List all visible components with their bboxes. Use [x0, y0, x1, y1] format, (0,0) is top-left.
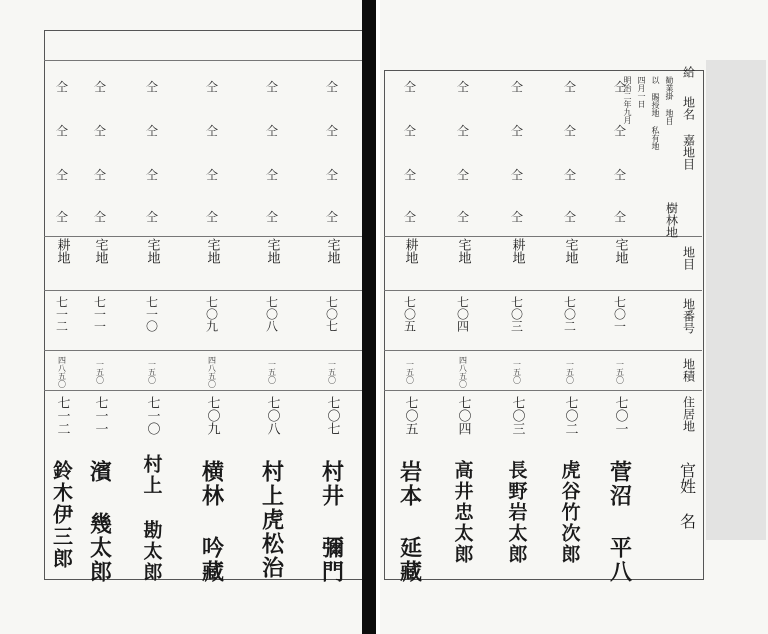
ditto-mark: 仝 [145, 124, 158, 138]
land-area: 四八五〇 [207, 356, 217, 388]
ditto-mark: 仝 [93, 80, 106, 94]
ditto-mark: 仝 [325, 168, 338, 182]
ditto-mark: 仝 [55, 168, 68, 182]
residence-number: 七〇八 [264, 396, 280, 435]
owner-name: 鈴木伊三郎 [49, 460, 74, 570]
ditto-mark: 仝 [563, 80, 576, 94]
owner-name: 村上虎松治 [258, 460, 285, 580]
ditto-mark: 仝 [613, 168, 626, 182]
ditto-mark: 仝 [563, 124, 576, 138]
header-area: 地積 [681, 358, 696, 382]
ditto-mark: 仝 [613, 210, 626, 224]
land-type: 宅地 [612, 238, 628, 264]
land-type: 耕地 [54, 238, 70, 264]
lot-number: 七〇四 [455, 296, 470, 332]
ditto-mark: 仝 [403, 168, 416, 182]
register-column [246, 60, 298, 580]
residence-number: 七一一 [92, 396, 108, 435]
land-area: 四八五〇 [57, 356, 67, 388]
ditto-mark: 仝 [205, 210, 218, 224]
lot-number: 七〇二 [562, 296, 577, 332]
residence-number: 七一二 [54, 396, 70, 435]
lot-number: 七〇一 [612, 296, 627, 332]
scan-shadow [706, 60, 766, 540]
ditto-mark: 仝 [456, 168, 469, 182]
ditto-mark: 仝 [145, 210, 158, 224]
ditto-mark: 仝 [205, 80, 218, 94]
header-top-label: 給 [681, 66, 696, 78]
ditto-mark: 仝 [265, 168, 278, 182]
register-column [78, 60, 122, 584]
owner-name: 濱 幾太郎 [86, 460, 113, 584]
land-type: 宅地 [324, 238, 340, 264]
land-type: 宅地 [264, 238, 280, 264]
land-type: 宅地 [92, 238, 108, 264]
ditto-mark: 仝 [205, 168, 218, 182]
header-date: 明治二年九月 [623, 76, 632, 124]
header-field-label: 地名 [681, 96, 696, 120]
land-area: 一五〇 [267, 360, 277, 384]
owner-name: 横林 吟藏 [198, 460, 225, 584]
lot-number: 七一一 [92, 296, 107, 332]
ditto-mark: 仝 [265, 124, 278, 138]
lot-number: 七一〇 [144, 296, 159, 332]
ditto-mark: 仝 [265, 210, 278, 224]
register-column [546, 60, 594, 580]
ditto-mark: 仝 [613, 124, 626, 138]
lot-number: 七〇八 [264, 296, 279, 332]
register-column [306, 60, 358, 584]
land-area: 一五〇 [512, 360, 522, 384]
residence-number: 七〇五 [402, 396, 418, 435]
residence-number: 七〇二 [562, 396, 578, 435]
land-area: 一五〇 [95, 360, 105, 384]
land-area: 一五〇 [565, 360, 575, 384]
header-category: 以 賜授地 私有地 [651, 76, 660, 150]
header-name: 官姓 名 [677, 462, 697, 529]
register-column [598, 60, 642, 584]
land-type: 宅地 [455, 238, 471, 264]
lot-number: 七〇七 [324, 296, 339, 332]
header-date-sub: 四月一日 [637, 76, 646, 108]
ditto-mark: 仝 [563, 210, 576, 224]
header-residence: 住居地 [681, 396, 696, 432]
land-type: 宅地 [144, 238, 160, 264]
ditto-mark: 仝 [403, 210, 416, 224]
ditto-mark: 仝 [145, 80, 158, 94]
ditto-mark: 仝 [205, 124, 218, 138]
land-area: 一五〇 [615, 360, 625, 384]
owner-name: 高井忠太郎 [451, 460, 474, 565]
header-land-category: 嘉地目 [681, 134, 696, 170]
register-column [186, 60, 238, 584]
ditto-mark: 仝 [510, 210, 523, 224]
ditto-mark: 仝 [613, 80, 626, 94]
residence-number: 七〇四 [455, 396, 471, 435]
lot-number: 七〇九 [204, 296, 219, 332]
owner-name: 菅沼 平八 [606, 460, 633, 584]
ditto-mark: 仝 [403, 124, 416, 138]
ditto-mark: 仝 [325, 80, 338, 94]
land-area: 四八五〇 [458, 356, 468, 388]
header-category-sub: 勧業掛 地目 [665, 76, 674, 125]
owner-name: 村上 勘太郎 [140, 454, 163, 583]
register-column [46, 60, 78, 580]
land-type: 耕地 [509, 238, 525, 264]
register-column [492, 60, 542, 580]
book-spine [362, 0, 376, 634]
owner-name: 長野岩太郎 [505, 460, 528, 565]
land-type: 宅地 [204, 238, 220, 264]
register-column [126, 60, 178, 583]
ditto-mark: 仝 [55, 124, 68, 138]
residence-number: 七〇三 [509, 396, 525, 435]
right-page [380, 0, 768, 634]
ditto-mark: 仝 [456, 210, 469, 224]
left-page [0, 0, 368, 634]
ditto-mark: 仝 [325, 124, 338, 138]
ditto-mark: 仝 [510, 124, 523, 138]
ditto-mark: 仝 [93, 168, 106, 182]
ditto-mark: 仝 [456, 124, 469, 138]
land-area: 一五〇 [327, 360, 337, 384]
ditto-mark: 仝 [145, 168, 158, 182]
register-column [386, 60, 434, 584]
land-type: 宅地 [562, 238, 578, 264]
register-column [438, 60, 488, 580]
ditto-mark: 仝 [456, 80, 469, 94]
residence-number: 七〇七 [324, 396, 340, 435]
ditto-mark: 仝 [93, 210, 106, 224]
header-tree: 樹林地 [664, 202, 679, 238]
ditto-mark: 仝 [563, 168, 576, 182]
header-mark: 地目 [681, 246, 696, 270]
lot-number: 七〇三 [509, 296, 524, 332]
ditto-mark: 仝 [325, 210, 338, 224]
owner-name: 虎谷竹次郎 [558, 460, 581, 565]
ditto-mark: 仝 [403, 80, 416, 94]
land-area: 一五〇 [147, 360, 157, 384]
header-lot-number: 地番号 [681, 298, 696, 334]
ditto-mark: 仝 [510, 168, 523, 182]
lot-number: 七一二 [54, 296, 69, 332]
ditto-mark: 仝 [265, 80, 278, 94]
ditto-mark: 仝 [55, 80, 68, 94]
land-type: 耕地 [402, 238, 418, 264]
ditto-mark: 仝 [55, 210, 68, 224]
owner-name: 村井 彌門 [318, 460, 345, 584]
residence-number: 七〇一 [612, 396, 628, 435]
ditto-mark: 仝 [510, 80, 523, 94]
owner-name: 岩本 延藏 [396, 460, 423, 584]
land-area: 一五〇 [405, 360, 415, 384]
ditto-mark: 仝 [93, 124, 106, 138]
residence-number: 七一〇 [144, 396, 160, 435]
lot-number: 七〇五 [402, 296, 417, 332]
residence-number: 七〇九 [204, 396, 220, 435]
